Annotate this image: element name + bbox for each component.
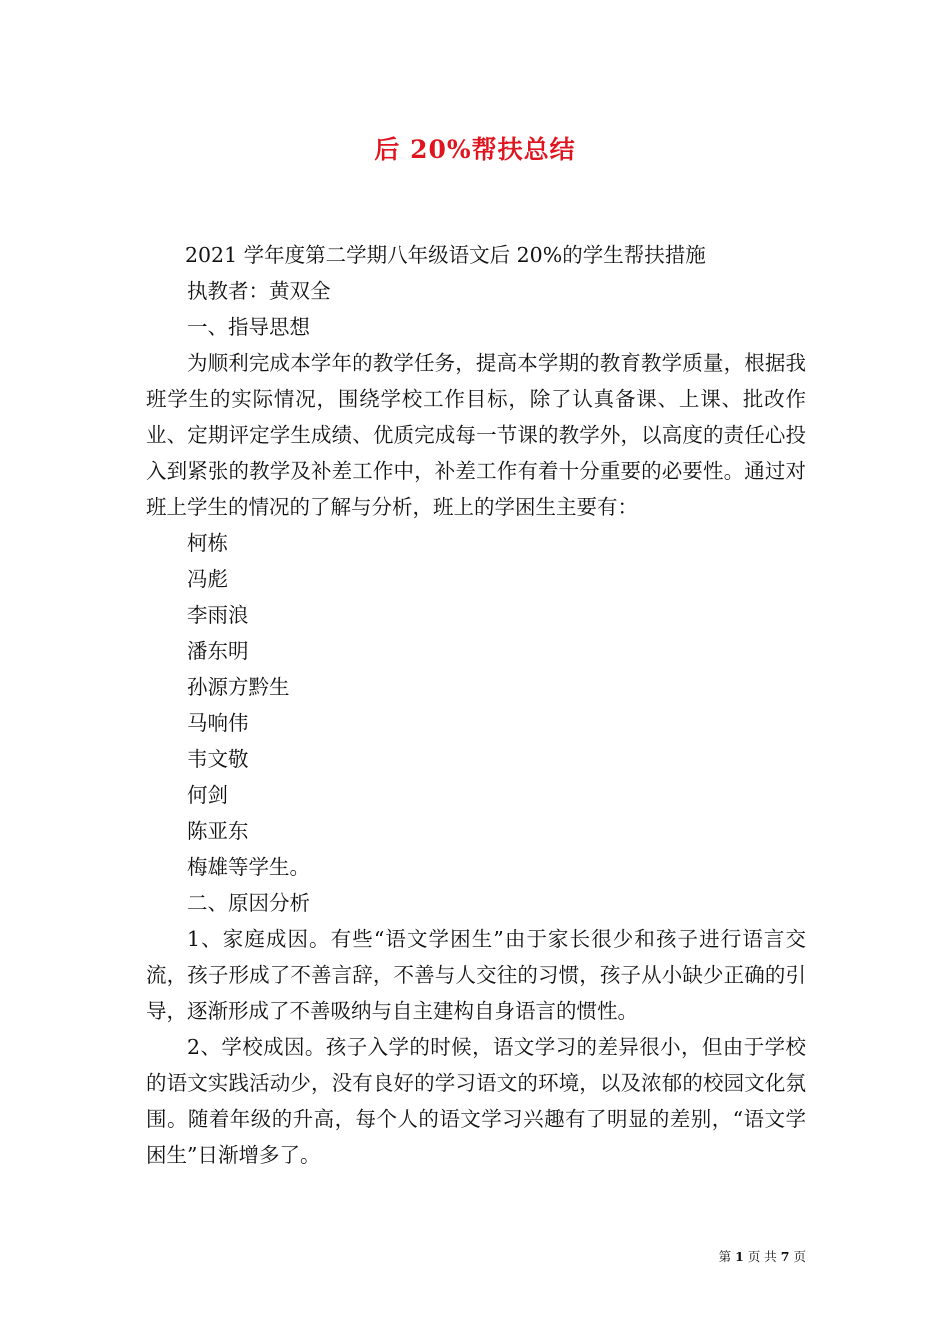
student-name: 何剑 <box>187 783 228 807</box>
student-name: 马响伟 <box>187 711 249 735</box>
heading-line: 2021 学年度第二学期八年级语文后 20%的学生帮扶措施 <box>184 243 706 267</box>
student-name: 陈亚东 <box>187 819 249 843</box>
student-name: 潘东明 <box>187 639 249 663</box>
footer-prefix: 第 <box>718 1249 732 1264</box>
document-title: 后 20%帮扶总结 <box>374 135 576 164</box>
footer-total-pages: 7 <box>780 1249 790 1264</box>
paragraph-3: 2、学校成因。孩子入学的时候，语文学习的差异很小，但由于学校的语文实践活动少，没有良好的学习语文的环境，以及浓郁的校园文化氛围。随着年级的升高，每个人的语文学习兴趣有了明显的差别，“语文学困生”日渐增多了。 <box>146 1035 806 1167</box>
section-heading-2: 二、原因分析 <box>187 891 310 915</box>
student-name: 韦文敬 <box>187 747 249 771</box>
footer-page-number: 1 <box>735 1249 744 1264</box>
student-name: 李雨浪 <box>187 603 249 627</box>
paragraph-2: 1、家庭成因。有些“语文学困生”由于家长很少和孩子进行语言交流，孩子形成了不善言辞，不善与人交往的习惯，孩子从小缺少正确的引导，逐渐形成了不善吸纳与自主建构自身语言的惯性。 <box>146 927 806 1023</box>
footer-middle: 页 共 <box>747 1249 777 1264</box>
student-name: 梅雄等学生。 <box>187 855 310 879</box>
document-body <box>146 237 806 1173</box>
teacher-line: 执教者：黄双全 <box>187 279 331 303</box>
section-heading-1: 一、指导思想 <box>187 315 310 339</box>
student-name: 孙源方黔生 <box>187 675 290 699</box>
paragraph-1: 为顺利完成本学年的教学任务，提高本学期的教育教学质量，根据我班学生的实际情况，围绕学校工作目标，除了认真备课、上课、批改作业、定期评定学生成绩、优质完成每一节课的教学外，以高度的责任心投入到紧张的教学及补差工作中，补差工作有着十分重要的必要性。通过对班上学生的情况的了解与分析，班上的学困生主要有： <box>146 351 806 519</box>
student-name: 柯栋 <box>187 531 228 555</box>
page-footer <box>719 1247 806 1265</box>
student-name: 冯彪 <box>187 567 228 591</box>
footer-suffix: 页 <box>793 1249 806 1264</box>
